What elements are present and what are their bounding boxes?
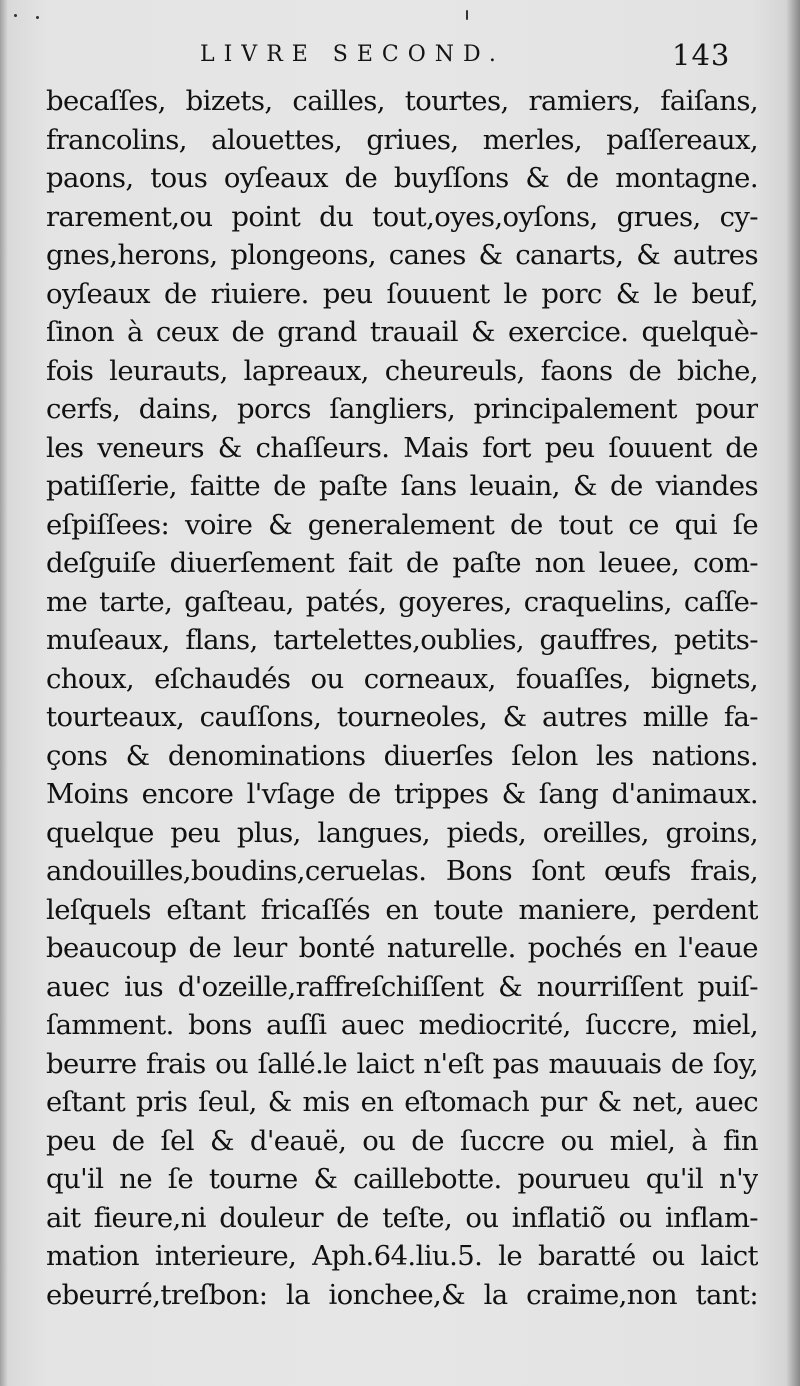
- text-line: auec ius d'ozeille,raffreſchiſſent & nourriſſent puiſ-: [46, 970, 758, 1003]
- text-line: francolins, alouettes, griues, merles, paſſereaux,: [46, 123, 758, 156]
- text-line: leſquels eſtant fricaſſés en toute maniere, perdent: [46, 893, 758, 926]
- text-line: me tarte, gaſteau, patés, goyeres, craquelins, caſſe-: [46, 585, 758, 618]
- text-line: becaſſes, bizets, cailles, tourtes, ramiers, faiſans,: [46, 85, 758, 117]
- text-line: peu de ſel & d'eauë, ou de ſuccre ou miel, à fin: [46, 1124, 758, 1157]
- text-line: oyſeaux de riuiere. peu ſouuent le porc & le beuf,: [46, 277, 758, 310]
- text-line: gnes,herons, plongeons, canes & canarts, & autres: [46, 239, 758, 271]
- text-line: ſamment. bons auſſi auec mediocrité, ſuccre, miel,: [46, 1009, 758, 1041]
- text-line: beaucoup de leur bonté naturelle. pochés en l'eaue: [46, 932, 758, 964]
- text-line: choux, eſchaudés ou corneaux, fouaſſes, bignets,: [46, 662, 758, 695]
- text-line: rarement,ou point du tout,oyes,oyſons, grues, cy-: [46, 200, 758, 233]
- text-line: quelque peu plus, langues, pieds, oreilles, groins,: [46, 816, 758, 849]
- text-line: paons, tous oyſeaux de buyſſons & de montagne.: [46, 162, 758, 194]
- running-head: LIVRE SECOND.: [200, 42, 505, 67]
- text-line: mation interieure, Aph.64.liu.5. le baratté ou laict: [46, 1240, 758, 1272]
- text-line: cerfs, dains, porcs ſangliers, principalement pour: [46, 393, 758, 425]
- page-edge-shadow: [786, 0, 800, 1386]
- text-line: fois leurauts, lapreaux, cheureuls, faons de biche,: [46, 354, 758, 387]
- text-line: ait fieure,ni douleur de teſte, ou inflatiõ ou inflam-: [46, 1201, 758, 1234]
- page-gutter-shadow: [0, 0, 8, 1386]
- text-line: ſinon à ceux de grand trauail & exercice. quelquè-: [46, 316, 758, 348]
- text-line: eſtant pris ſeul, & mis en eſtomach pur & net, auec: [46, 1086, 758, 1118]
- text-line: qu'il ne ſe tourne & caillebotte. pourueu qu'il n'y: [46, 1163, 758, 1195]
- body-text: [46, 82, 758, 1314]
- page-header: [0, 38, 800, 78]
- text-line: eſpiſſees: voire & generalement de tout ce qui ſe: [46, 508, 758, 541]
- text-line: çons & denominations diuerſes ſelon les nations.: [46, 739, 758, 772]
- text-line: andouilles,boudins,ceruelas. Bons ſont œufs frais,: [46, 855, 758, 887]
- text-line: deſguiſe diuerſement fait de paſte non leuee, com-: [46, 547, 758, 579]
- page-number: 143: [672, 38, 731, 72]
- text-line: Moins encore l'vſage de trippes & ſang d'animaux.: [46, 778, 758, 810]
- text-line: tourteaux, cauſſons, tourneoles, & autres mille fa-: [46, 701, 758, 733]
- text-line: beurre frais ou ſallé.le laict n'eſt pas mauuais de ſoy,: [46, 1047, 758, 1080]
- text-line: ebeurré,treſbon: la ionchee,& la craime,non tant:: [46, 1278, 758, 1311]
- text-line: patiſſerie, faitte de paſte ſans leuain, & de viandes: [46, 470, 758, 502]
- ink-speck: [466, 10, 468, 20]
- text-line: les veneurs & chaſſeurs. Mais fort peu ſouuent de: [46, 431, 758, 464]
- ink-speck: [14, 14, 17, 17]
- ink-speck: [36, 16, 39, 19]
- text-line: muſeaux, flans, tartelettes,oublies, gauffres, petits-: [46, 624, 758, 656]
